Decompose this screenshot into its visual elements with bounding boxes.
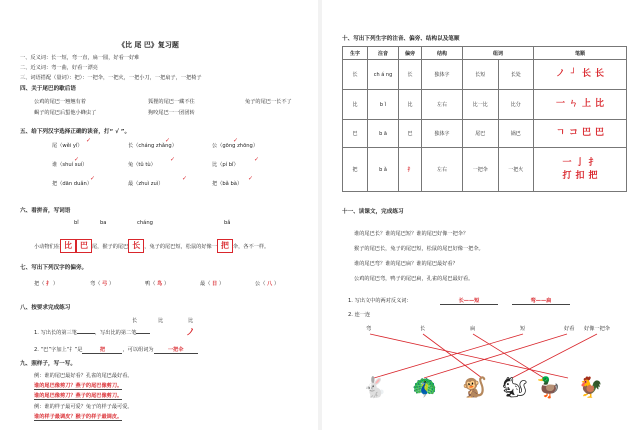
answer-box: 长 <box>128 239 144 253</box>
antonym-answer: 弯——扁 <box>512 298 570 305</box>
question-link: 2. 连一连 <box>348 312 371 318</box>
answer-sentence: 谁的样子最调皮？猴子的样子最调皮。 <box>34 414 123 420</box>
char-head: 长 <box>132 318 138 324</box>
link-word: 好像一把伞 <box>584 326 610 332</box>
pinyin-hint: bǎ <box>224 220 231 226</box>
saying-item: 公鸡的尾巴一翘翘有着 <box>34 99 86 105</box>
table-row: 比 b ǐ 比 左右 比一比 比分 一 ㄣ 上 比 <box>343 90 627 120</box>
peacock-icon: 🦚 <box>412 375 437 399</box>
link-word: 好看 <box>564 326 575 332</box>
poem-line: 猴子的尾巴长，兔子的尾巴短，松鼠的尾巴好像一把伞。 <box>354 246 484 252</box>
pinyin-item: 比（pí bǐ） <box>212 162 239 168</box>
poem-line: 公鸡的尾巴弯，鸭子的尾巴扁，孔雀的尾巴最好看。 <box>354 276 474 282</box>
poem-line: 谁的尾巴弯？谁的尾巴扁？谁的尾巴最好看？ <box>354 261 458 267</box>
exercise-q1: 1. 写出长的第三笔 ，写出比的第二笔 <box>34 330 150 336</box>
link-line <box>374 334 523 378</box>
monkey-icon: 🐒 <box>462 375 487 399</box>
pinyin-item: 公（gōng zhōng） <box>212 143 259 149</box>
section-sayings: 四、关于尾巴的歇后语 <box>20 86 76 92</box>
stroke-order: 一 亅 扌 打 扣 把 <box>534 148 627 192</box>
check-mark-icon: ✓ <box>74 156 80 163</box>
answer-sentence: 谁的尾巴像剪刀？燕子的尾巴像剪刀。 <box>34 393 123 399</box>
link-line <box>473 334 544 378</box>
link-line <box>423 334 482 378</box>
section-character-table: 十、写出下列生字的注音、偏旁、结构以及笔顺 <box>342 36 460 42</box>
antonym-answer: 长——短 <box>440 298 498 305</box>
saying-item: 兔子的尾巴一长不了 <box>245 99 292 105</box>
table-header: 注音 <box>368 47 399 60</box>
rabbit-icon: 🐇 <box>362 375 387 399</box>
question-antonyms: 1. 写出文中的两对反义词： <box>348 298 412 304</box>
table-header: 笔顺 <box>534 47 627 60</box>
stroke-order: ノ ┘ 长 长 <box>534 60 627 90</box>
table-header: 结构 <box>422 47 463 60</box>
saying-item: 狗咬尾巴一一团团转 <box>148 110 195 116</box>
section-radicals: 七、写出下列汉字的偏旁。 <box>20 265 88 271</box>
stroke-order: ㄱ コ 巴 巴 <box>534 120 627 148</box>
pinyin-item: 长（cháng zhǎng） <box>128 143 177 149</box>
link-word: 短 <box>520 326 526 332</box>
section-antonyms: 一、反义词：长一短，弯一直，扁一圆，好看一好难 <box>20 55 140 61</box>
table-row: 巴 b ā 巴 独体字 尾巴 锅巴 ㄱ コ 巴 巴 <box>343 120 627 148</box>
char-head: 比 <box>158 318 164 324</box>
left-page <box>0 0 318 430</box>
pinyin-item: 谁（shuí suí） <box>52 162 88 168</box>
check-mark-icon: ✓ <box>248 175 254 182</box>
radical-item: 最（ 日 ） <box>200 281 225 287</box>
right-page <box>322 0 640 430</box>
char-head: 比 <box>188 318 194 324</box>
saying-item: 狐狸的尾巴一藏不住 <box>148 99 195 105</box>
answer-sentence: 谁的尾巴像剪刀？燕子的尾巴像剪刀。 <box>34 383 123 389</box>
section-measure-words: 三、词语搭配（量词）：把）：一把伞，一把火，一把小刀，一把扇子，一把椅子 <box>20 75 202 81</box>
link-word: 扁 <box>470 326 476 332</box>
answer-box: 巴 <box>76 239 92 253</box>
link-line <box>424 334 567 378</box>
radical-item: 把（ 扌 ） <box>34 281 59 287</box>
table-header: 组词 <box>463 47 534 60</box>
check-mark-icon: ✓ <box>170 156 176 163</box>
link-line <box>512 334 597 378</box>
link-word: 长 <box>420 326 426 332</box>
stroke-order: 一 ㄣ 上 比 <box>534 90 627 120</box>
radical-item: 鸭（ 鸟 ） <box>145 281 170 287</box>
section-synonyms: 二、近义词：弯一曲，好看一漂亮 <box>20 65 98 71</box>
check-mark-icon: ✓ <box>86 137 92 144</box>
pinyin-hint: ba <box>100 220 107 226</box>
radical-item: 弯（ 弓 ） <box>90 281 115 287</box>
table-row: 把 b ǎ 扌 左右 一把伞 一把火 一 亅 扌 打 扣 把 <box>343 148 627 192</box>
check-mark-icon: ✓ <box>254 156 260 163</box>
section-pinyin-words: 六、看拼音，写词语 <box>20 208 71 214</box>
fill-sentence: 小动物们在 比 巴 尾，猴子的尾巴 长 ，兔子的尾巴短，松鼠的好像一 把 伞，各不一样。 <box>34 239 269 253</box>
answer-box: 把 <box>217 239 233 253</box>
example-sentence: 例：谁的样子最可爱？兔子的样子最可爱。 <box>34 404 133 410</box>
exercise-q2: 2. “巴”字加上“扌”是 把 ，可以组词为 一把伞 <box>34 347 198 354</box>
check-mark-icon: ✓ <box>165 137 171 144</box>
check-mark-icon: ✓ <box>90 175 96 182</box>
squirrel-icon: 🐿 <box>502 375 528 399</box>
stroke-answer: ノ <box>186 328 196 338</box>
link-word: 弯 <box>366 326 372 332</box>
table-row: 长 ch á ng 长 独体字 长短 长处 ノ ┘ 长 长 <box>343 60 627 90</box>
link-line <box>370 334 568 378</box>
section-imitate: 九、照样子，写一写。 <box>20 361 76 367</box>
page-title: 《比 尾 巴》复习题 <box>118 41 179 49</box>
section-exercises: 八、按要求完成练习 <box>20 305 71 311</box>
pinyin-hint: cháng <box>137 220 153 226</box>
pinyin-item: 最（zhuì zuì） <box>128 181 164 187</box>
link-lines <box>322 0 640 430</box>
check-mark-icon: ✓ <box>182 175 188 182</box>
table-header: 生字 <box>343 47 368 60</box>
pinyin-hint: bǐ <box>74 220 79 226</box>
section-reading: 十一、读课文，完成练习 <box>342 209 404 215</box>
answer-box: 比 <box>60 239 76 253</box>
pinyin-item: 把（bǎ bà） <box>212 181 243 187</box>
check-mark-icon: ✓ <box>233 137 239 144</box>
pinyin-item: 尾（wěi yǐ） <box>52 143 83 149</box>
table-header: 偏旁 <box>399 47 422 60</box>
section-pinyin-choice: 五、给下列汉字选择正确的读音，打“ √ ”。 <box>20 129 131 135</box>
poem-line: 谁的尾巴长？谁的尾巴短？谁的尾巴好像一把伞？ <box>354 231 469 237</box>
example-sentence: 例：谁的尾巴最好看？孔雀的尾巴最好看。 <box>34 373 133 379</box>
radical-item: 公（ 八 ） <box>255 281 280 287</box>
rooster-icon: 🐓 <box>578 375 603 399</box>
saying-item: 蝎子的尾巴后蜇他小蜂虫了 <box>34 110 97 116</box>
pinyin-item: 兔（tǔ tù） <box>128 162 156 168</box>
pinyin-item: 把（dān duǎn） <box>52 181 93 187</box>
duck-icon: 🦆 <box>536 375 561 399</box>
